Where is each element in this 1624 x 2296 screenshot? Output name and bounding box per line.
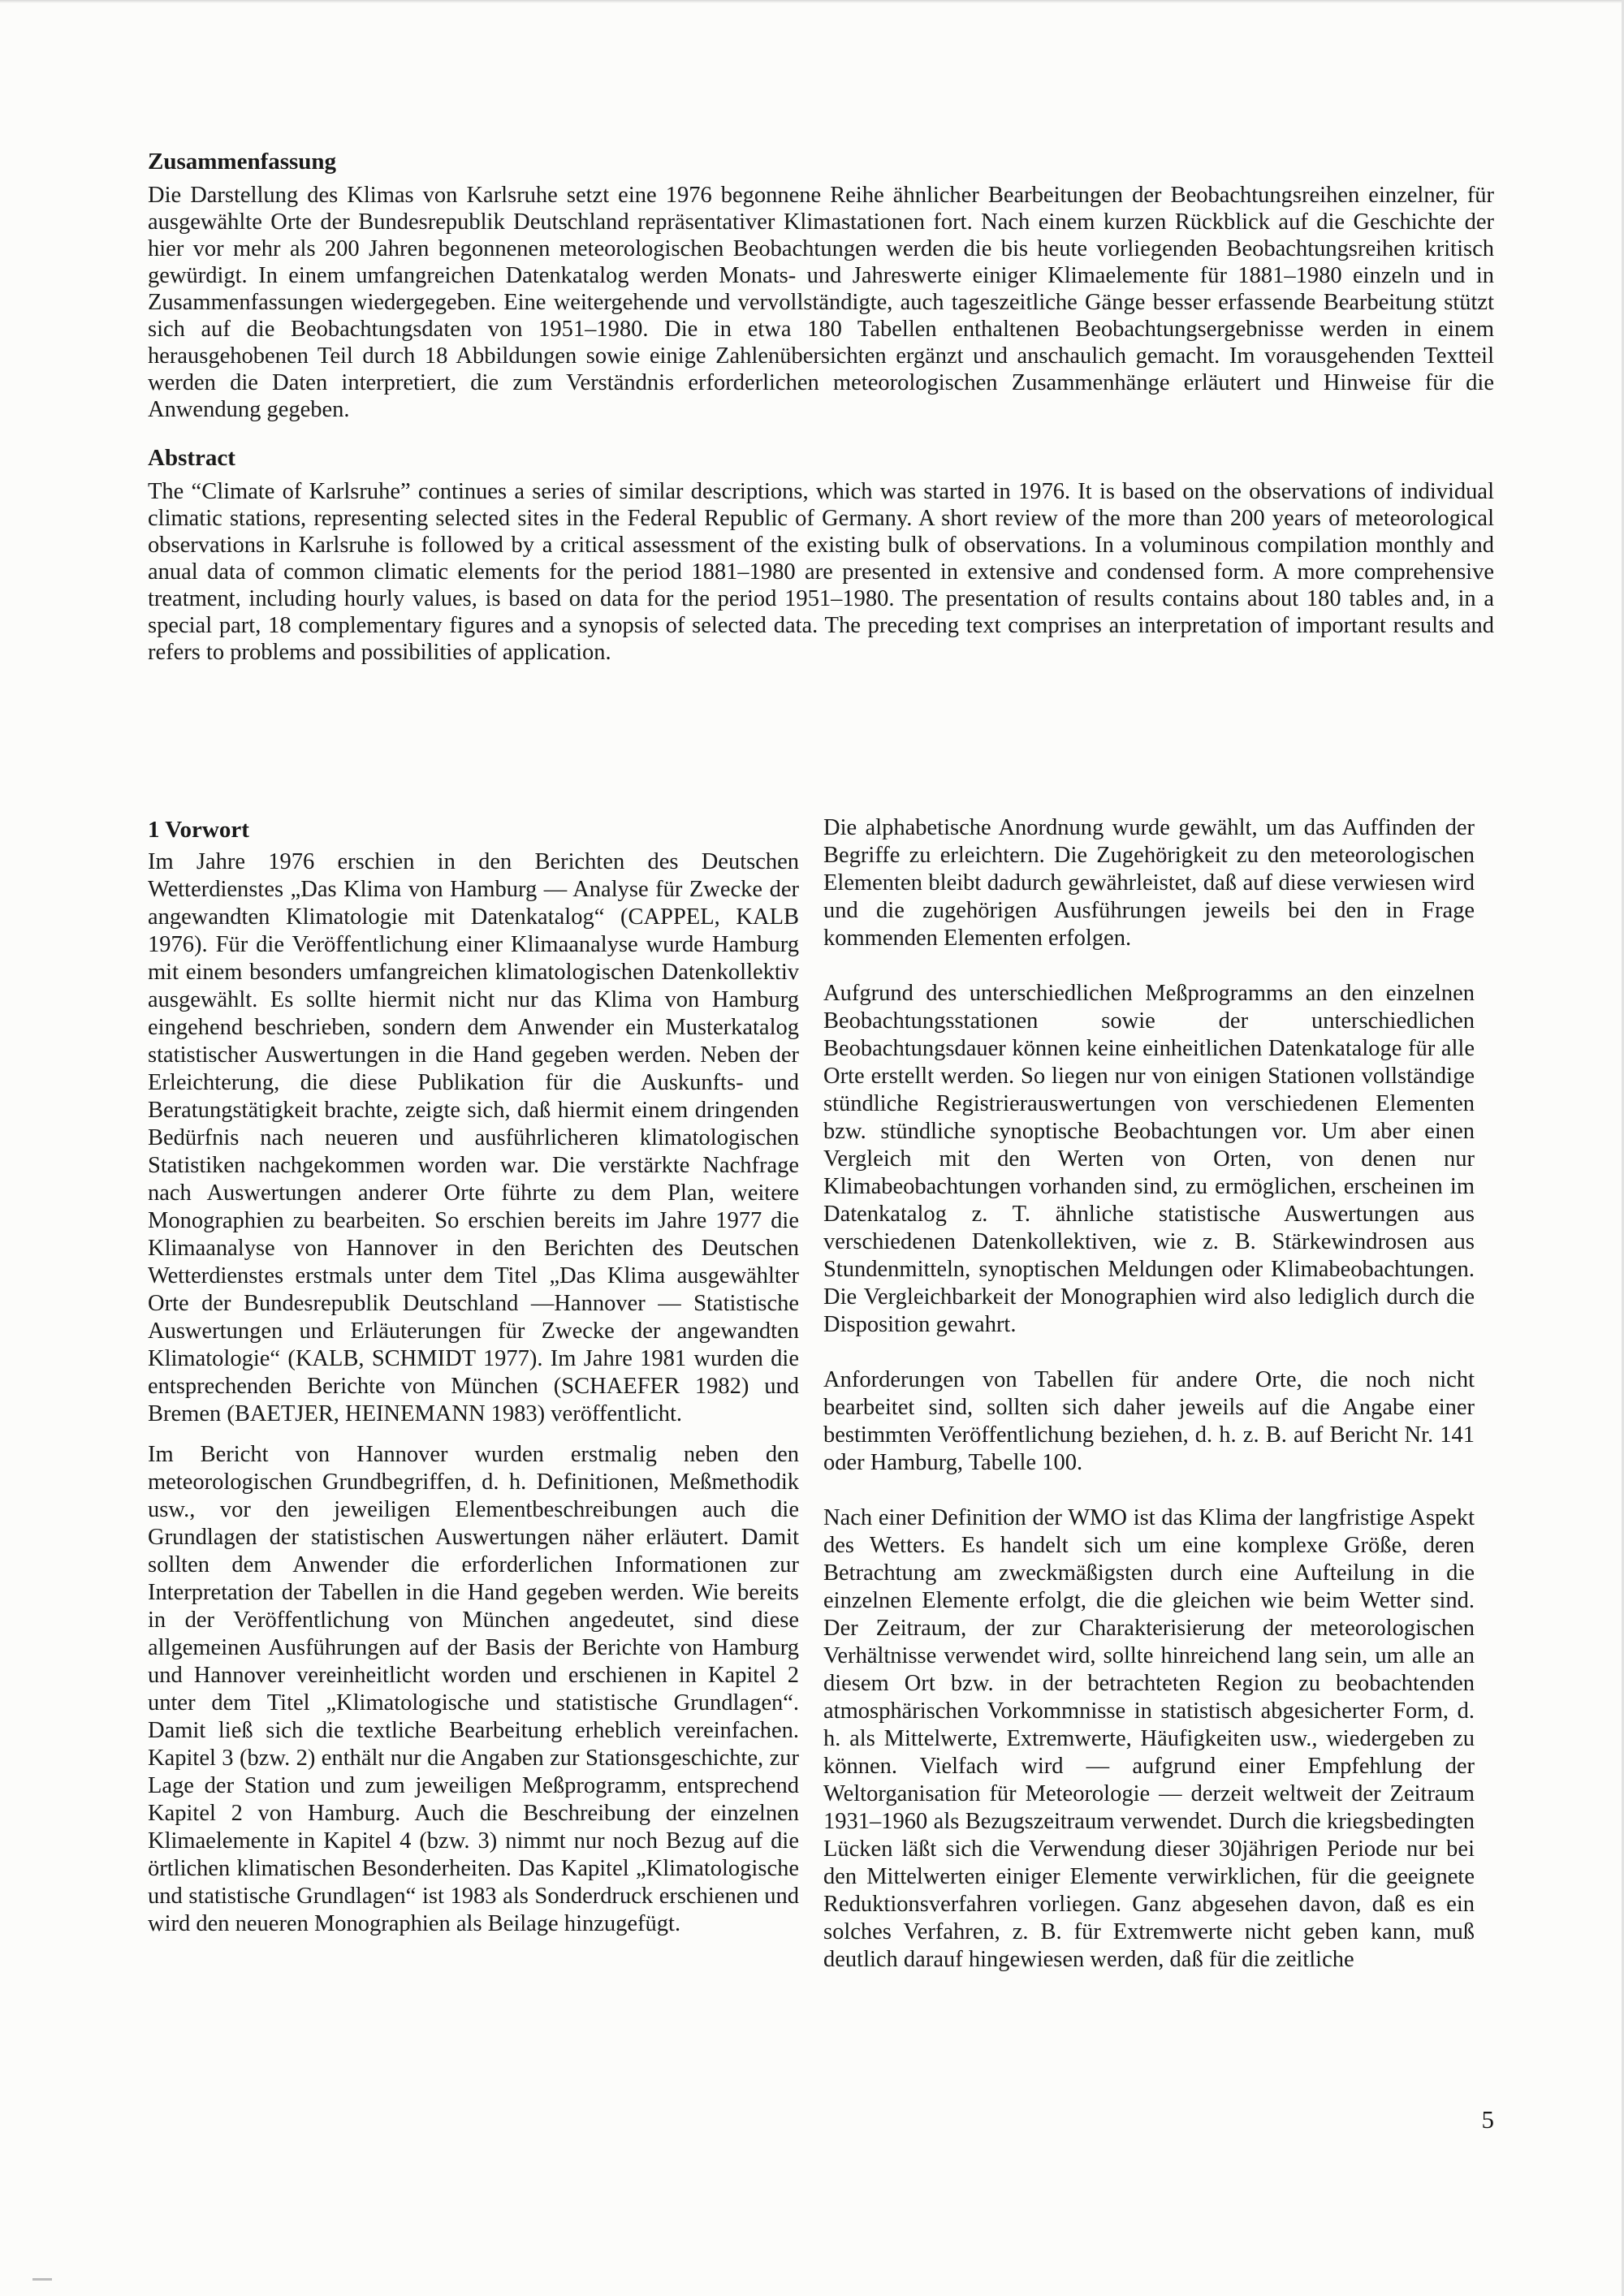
vorwort-paragraph: Die alphabetische Anordnung wurde gewählt, um das Auffinden der Begriffe zu erleichtern. Die Zugehörigkeit zu den meteorologischen Elementen bleibt dadurch gewährleistet, daß auf diese verwiesen wird und die zugehörigen Ausführungen jeweils bei den in Frage kommenden Elementen erfolgen.: [823, 815, 1475, 951]
left-column: [148, 814, 799, 1938]
vorwort-paragraph: Im Bericht von Hannover wurden erstmalig neben den meteorologischen Grundbegriffen, d. h. Definitionen, Meßmethodik usw., vor den jeweiligen Elementbeschreibungen auch die Grundlagen der statistischen Auswertungen näher erläutert. Damit sollten dem Anwender die erforderlichen Informationen zur Interpretation der Tabellen in die Hand gegeben werden. Wie bereits in der Veröffentlichung von München angedeutet, sind diese allgemeinen Ausführungen auf der Basis der Berichte von Hamburg und Hannover vereinheitlicht worden und erschienen in Kapitel 2 unter dem Titel „Klimatologische und statistische Grundlagen“. Damit ließ sich die textliche Bearbeitung erheblich vereinfachen. Kapitel 3 (bzw. 2) enthält nur die Angaben zur Stationsgeschichte, zur Lage der Station und zum jeweiligen Meßprogramm, entsprechend Kapitel 2 von Hamburg. Auch die Beschreibung der einzelnen Klimaelemente in Kapitel 4 (bzw. 3) nimmt nur noch Bezug auf die örtlichen klimatischen Besonderheiten. Das Kapitel „Klimatologische und statistische Grundlagen“ ist 1983 als Sonderdruck erschienen und wird den neueren Monographien als Beilage hinzugefügt.: [148, 1442, 799, 1936]
zusammenfassung-heading: Zusammenfassung: [148, 149, 337, 175]
right-column: [823, 814, 1475, 1974]
abstract-block: [148, 442, 1494, 666]
abstract-paragraph: The “Climate of Karlsruhe” continues a series of similar descriptions, which was started in 1976. It is based on the observations of individual climatic stations, representing selected sites in the Federal Republic of Germany. A short review of the more than 200 years of meteorological observations in Karlsruhe is followed by a critical assessment of the existing bulk of observations. In a voluminous compilation monthly and anual data of common climatic elements for the period 1881–1980 are presented in extensive and condensed form. A more comprehensive treatment, including hourly values, is based on data for the period 1951–1980. The presentation of results contains about 180 tables and, in a special part, 18 complementary figures and a synopsis of selected data. The preceding text comprises an interpretation of important results and refers to problems and possibilities of application.: [148, 479, 1494, 665]
zusammenfassung-paragraph: Die Darstellung des Klimas von Karlsruhe setzt eine 1976 begonnene Reihe ähnlicher Bearbeitungen der Beobachtungsreihen einzelner, für ausgewählte Orte der Bundesrepublik Deutschland repräsentativer Klimastationen fort. Nach einem kurzen Rückblick auf die Geschichte der hier vor mehr als 200 Jahren begonnenen meteorologischen Beobachtungen werden die bis heute vorliegenden Beobachtungsreihen kritisch gewürdigt. In einem umfangreichen Datenkatalog werden Monats- und Jahreswerte einiger Klimaelemente für 1881–1980 einzeln und in Zusammenfassungen wiedergegeben. Eine weitergehende und vervollständigte, auch tageszeitliche Gänge besser erfassende Bearbeitung stützt sich auf die Beobachtungsdaten von 1951–1980. Die in etwa 180 Tabellen enthaltenen Beobachtungsergebnisse werden in einem herausgehobenen Teil durch 18 Abbildungen sowie einige Zahlenübersichten ergänzt und anschaulich gemacht. Im vorausgehenden Textteil werden die Daten interpretiert, die zum Verständnis erforderlichen meteorologischen Zusammenhänge erläutert und Hinweise für die Anwendung gegeben.: [148, 183, 1494, 422]
scan-mark: [32, 2278, 52, 2281]
vorwort-paragraph: Aufgrund des unterschiedlichen Meßprogramms an den einzelnen Beobachtungsstationen sowie der unterschiedlichen Beobachtungsdauer können keine einheitlichen Datenkataloge für alle Orte erstellt werden. So liegen nur von einigen Stationen vollständige stündliche Registrierauswertungen von verschiedenen Elementen bzw. stündliche synoptische Beobachtungen vor. Um aber einen Vergleich mit den Werten von Orten, von denen nur Klimabeobachtungen vorhanden sind, zu ermöglichen, erscheinen im Datenkatalog z. T. ähnliche statistische Auswertungen aus verschiedenen Datenkollektiven, wie z. B. Stärkewindrosen aus Stundenmitteln, synoptischen Meldungen oder Klimabeobachtungen. Die Vergleichbarkeit der Monographien wird also lediglich durch die Disposition gewahrt.: [823, 981, 1475, 1337]
vorwort-paragraph: Im Jahre 1976 erschien in den Berichten des Deutschen Wetterdienstes „Das Klima von Hamburg — Analyse für Zwecke der angewandten Klimatologie mit Datenkatalog“ (CAPPEL, KALB 1976). Für die Veröffentlichung einer Klimaanalyse wurde Hamburg mit einem besonders umfangreichen klimatologischen Datenkollektiv ausgewählt. Es sollte hiermit nicht nur das Klima von Hamburg eingehend beschrieben, sondern dem Anwender ein Musterkatalog statistischer Auswertungen in die Hand gegeben werden. Neben der Erleichterung, die diese Publikation für die Auskunfts- und Beratungstätigkeit brachte, zeigte sich, daß hiermit einem dringenden Bedürfnis nach neueren und ausführlicheren klimatologischen Statistiken nachgekommen worden war. Die verstärkte Nachfrage nach Auswertungen anderer Orte führte zu dem Plan, weitere Monographien zu bearbeiten. So erschien bereits im Jahre 1977 die Klimaanalyse von Hannover in den Berichten des Deutschen Wetterdienstes erstmals unter dem Titel „Das Klima ausgewählter Orte der Bundesrepublik Deutschland —Hannover — Statistische Auswertungen und Erläuterungen für Zwecke der angewandten Klimatologie“ (KALB, SCHMIDT 1977). Im Jahre 1981 wurden die entsprechenden Berichte von München (SCHAEFER 1982) und Bremen (BAETJER, HEINEMANN 1983) veröffentlicht.: [148, 849, 799, 1426]
vorwort-paragraph: Anforderungen von Tabellen für andere Orte, die noch nicht bearbeitet sind, sollten sich daher jeweils auf die Angabe einer bestimmten Veröffentlichung beziehen, d. h. z. B. auf Bericht Nr. 141 oder Hamburg, Tabelle 100.: [823, 1367, 1475, 1475]
summary-section: [148, 146, 1494, 666]
vorwort-paragraph: Nach einer Definition der WMO ist das Klima der langfristige Aspekt des Wetters. Es handelt sich um eine komplexe Größe, deren Betrachtung am zweckmäßigsten durch eine Aufteilung in die einzelnen Elemente erfolgt, die die gleichen wie beim Wetter sind. Der Zeitraum, der zur Charakterisierung der meteorologischen Verhältnisse verwendet wird, sollte hinreichend lang sein, um alle an diesem Ort bzw. in der betrachteten Region zu beobachtenden atmosphärischen Vorkommnisse in statistisch abgesicherter Form, d. h. als Mittelwerte, Extremwerte, Häufigkeiten usw., wiedergeben zu können. Vielfach wird — aufgrund einer Empfehlung der Weltorganisation für Meteorologie — derzeit weltweit der Zeitraum 1931–1960 als Bezugszeitraum verwendet. Durch die kriegsbedingten Lücken läßt sich die Verwendung dieser 30jährigen Periode nur bei den Mittelwerten einiger Elemente verwirklichen, für die geeignete Reduktionsverfahren vorliegen. Ganz abgesehen davon, daß es ein solches Verfahren, z. B. für Extremwerte nicht geben kann, muß deutlich darauf hingewiesen werden, daß für die zeitliche: [823, 1505, 1475, 1972]
abstract-heading: Abstract: [148, 445, 235, 471]
zusammenfassung-block: [148, 146, 1494, 423]
page-number: 5: [1481, 2105, 1494, 2134]
vorwort-heading: 1 Vorwort: [148, 817, 249, 843]
